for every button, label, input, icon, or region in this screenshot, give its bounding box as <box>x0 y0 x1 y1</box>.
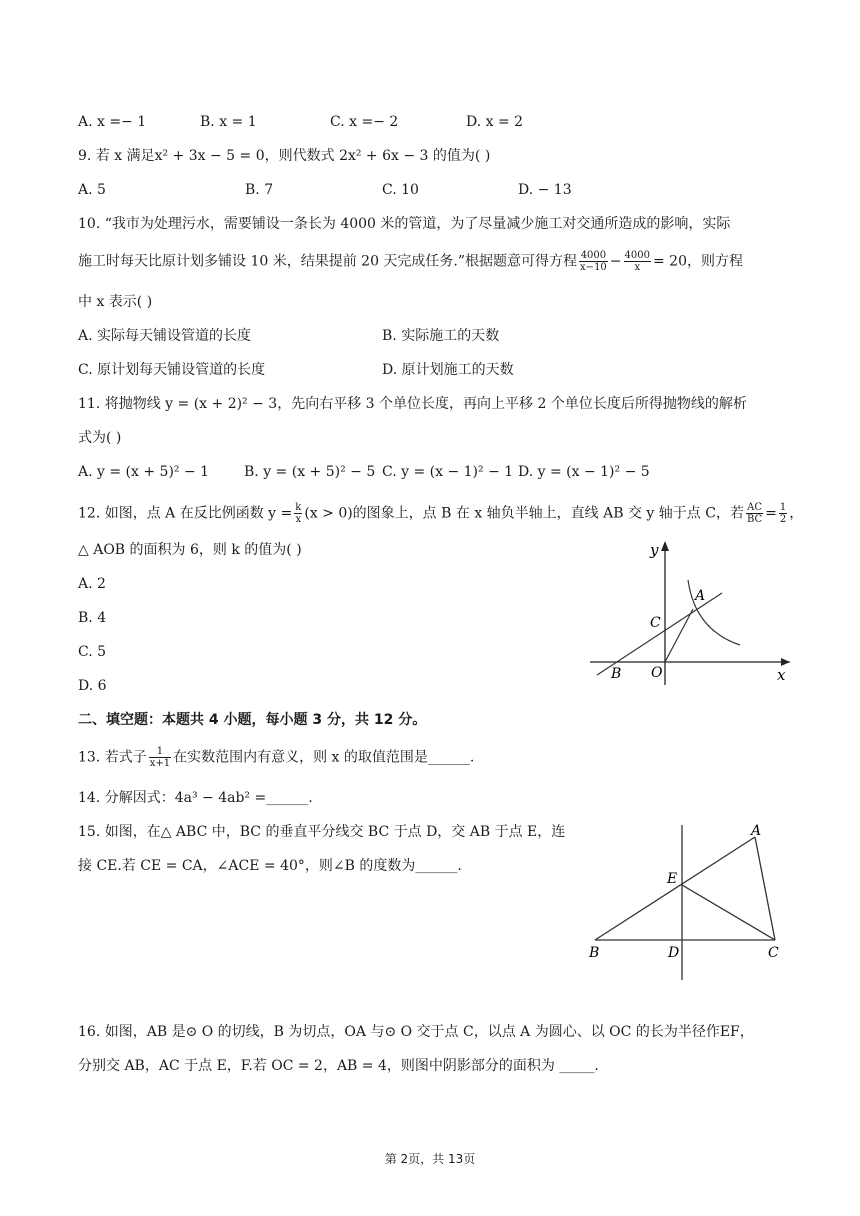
q13-fraction: $\frac{1}{x+1}$ <box>149 746 171 769</box>
q10-line2: 施工时每天比原计划多铺设 10 米，结果提前 20 天完成任务.”根据题意可得方程 $\frac{4000}{x-10}$ − $\frac{4000}{x}$ = 20，则方程 <box>78 250 743 273</box>
q12-option-a: A. 2 <box>78 576 106 592</box>
q10-line1: 10. “我市为处理污水，需要铺设一条长为 4000 米的管道，为了尽量减少施工对交通所造成的影响，实际 <box>78 216 731 232</box>
q11-option-d: D. y = (x − 1)² − 5 <box>518 464 650 480</box>
q15-label-b: B <box>589 945 600 961</box>
q10-fraction-1: $\frac{4000}{x-10}$ <box>580 250 607 273</box>
q8-option-b: B. x = 1 <box>200 114 257 130</box>
q16-line1: 16. 如图，AB 是⊙ O 的切线，B 为切点，OA 与⊙ O 交于点 C，以点 A 为圆心、以 OC 的长为半径作EF， <box>78 1024 754 1040</box>
q11-option-a: A. y = (x + 5)² − 1 <box>78 464 210 480</box>
q11-option-c: C. y = (x − 1)² − 1 <box>382 464 514 480</box>
q9-option-b: B. 7 <box>245 182 274 198</box>
q15-figure <box>585 820 800 985</box>
q12-fraction-half: $\frac{1}{2}$ <box>779 502 787 525</box>
q11-line2: 式为( ) <box>78 430 122 446</box>
q12-fraction-ac-bc: $\frac{AC}{BC}$ <box>746 502 763 525</box>
q11-line1: 11. 将抛物线 y = (x + 2)² − 3，先向右平移 3 个单位长度，再向上平移 2 个单位长度后所得抛物线的解析 <box>78 396 747 412</box>
q9-stem: 9. 若 x 满足x² + 3x − 5 = 0，则代数式 2x² + 6x − 3 的值为( ) <box>78 148 491 164</box>
q12-option-b: B. 4 <box>78 610 107 626</box>
q12-label-o: O <box>651 665 663 681</box>
q9-option-a: A. 5 <box>78 182 106 198</box>
q15-label-c: C <box>768 945 779 961</box>
q14: 14. 分解因式：4a³ − 4ab² =______. <box>78 790 313 806</box>
q11-option-b: B. y = (x + 5)² − 5 <box>244 464 376 480</box>
section-2-title: 二、填空题：本题共 4 小题，每小题 3 分，共 12 分。 <box>78 712 427 728</box>
q12-label-a: A <box>695 588 706 604</box>
q12-line2: △ AOB 的面积为 6，则 k 的值为( ) <box>78 542 302 558</box>
q10-option-a: A. 实际每天铺设管道的长度 <box>78 328 252 344</box>
q15-label-d: D <box>668 945 680 961</box>
q12-label-y: y <box>650 541 659 559</box>
q12-option-d: D. 6 <box>78 678 107 694</box>
q10-option-c: C. 原计划每天铺设管道的长度 <box>78 362 266 378</box>
q8-option-d: D. x = 2 <box>466 114 524 130</box>
q12-figure <box>585 535 800 690</box>
page-footer: 第 2页，共 13页 <box>384 1152 476 1166</box>
q10-fraction-2: $\frac{4000}{x}$ <box>624 250 650 273</box>
q10-option-b: B. 实际施工的天数 <box>382 328 500 344</box>
q12-label-x: x <box>777 666 786 684</box>
q15-label-e: E <box>667 871 678 887</box>
q10-option-d: D. 原计划施工的天数 <box>382 362 514 378</box>
q12-label-c: C <box>650 615 661 631</box>
q12-line1: 12. 如图，点 A 在反比例函数 y = $\frac{k}{x}$ (x > 0)的图象上，点 B 在 x 轴负半轴上，直线 AB 交 y 轴于点 C，若 $\frac{AC}{BC}$ = $\frac{1}{2}$ ， <box>78 502 804 525</box>
q8-option-a: A. x =− 1 <box>78 114 147 130</box>
q15-line2: 接 CE.若 CE = CA，∠ACE = 40°，则∠B 的度数为______. <box>78 858 462 874</box>
q15-label-a: A <box>751 823 762 839</box>
q12-label-b: B <box>611 666 622 682</box>
q15-line1: 15. 如图，在△ ABC 中，BC 的垂直平分线交 BC 于点 D，交 AB 于点 E，连 <box>78 824 566 840</box>
q13: 13. 若式子 $\frac{1}{x+1}$ 在实数范围内有意义，则 x 的取值范围是______. <box>78 746 475 769</box>
q12-fraction-k-over-x: $\frac{k}{x}$ <box>295 502 302 525</box>
q8-option-c: C. x =− 2 <box>330 114 399 130</box>
q12-option-c: C. 5 <box>78 644 107 660</box>
q10-line2-end: = 20，则方程 <box>652 253 743 270</box>
q10-line2-text: 施工时每天比原计划多铺设 10 米，结果提前 20 天完成任务.”根据题意可得方程 <box>78 253 578 270</box>
q9-option-c: C. 10 <box>382 182 419 198</box>
q9-option-d: D. − 13 <box>518 182 572 198</box>
q16-line2: 分别交 AB，AC 于点 E，F.若 OC = 2，AB = 4，则图中阴影部分的面积为 _____. <box>78 1058 599 1074</box>
q10-line3: 中 x 表示( ) <box>78 294 153 310</box>
